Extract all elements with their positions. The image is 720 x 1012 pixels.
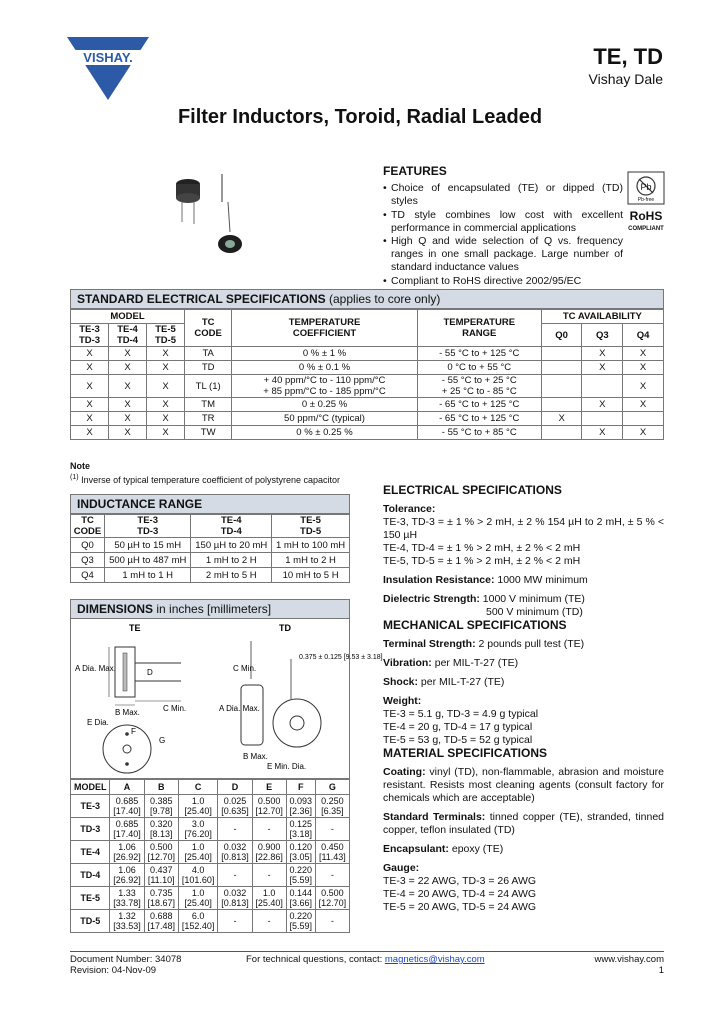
te-a-dia-label: A Dia. Max.: [75, 664, 116, 673]
tc-availability-cell: X: [541, 412, 582, 426]
dimension-cell: -: [218, 818, 252, 841]
dimensions-title: DIMENSIONS: [77, 602, 154, 616]
dimension-cell: 0.500 [12.70]: [315, 887, 349, 910]
dimension-cell: 1.06 [26.92]: [110, 864, 144, 887]
table-row: [71, 347, 664, 361]
dimension-cell: 0.032 [0.813]: [218, 887, 252, 910]
temp-coefficient-cell: 0 % ± 1 %: [232, 347, 417, 361]
footer-right: [594, 954, 664, 976]
tc-availability-cell: [541, 375, 582, 398]
page-number: 1: [658, 965, 664, 976]
table-row: [71, 568, 350, 583]
tc-code-cell: TW: [185, 426, 232, 440]
col-header-tc-availability: TC AVAILABILITY: [541, 310, 663, 324]
table-row: [71, 795, 350, 818]
model-cell: X: [147, 361, 185, 375]
vibration: Vibration: per MIL-T-27 (TE): [383, 657, 519, 669]
tc-availability-cell: X: [623, 398, 664, 412]
table-row: [71, 538, 350, 553]
tc-availability-cell: [623, 412, 664, 426]
tc-availability-cell: [582, 375, 623, 398]
inductance-col-header: TE-3 TD-3: [105, 515, 191, 538]
shock: Shock: per MIL-T-27 (TE): [383, 676, 505, 688]
tolerance-line-2: TE-4, TD-4 = ± 1 % > 2 mH, ± 2 % < 2 mH: [383, 542, 581, 554]
dimension-model-cell: TE-3: [71, 795, 110, 818]
dimension-cell: 0.144 [3.66]: [286, 887, 315, 910]
te-c-min-label: C Min.: [163, 704, 187, 713]
coating: Coating: vinyl (TD), non-flammable, abrasion and moisture resistant. Resists most cleaning agents (consult factory for chemicals which are acceptable): [383, 766, 664, 804]
dimension-cell: 0.500 [12.70]: [252, 795, 286, 818]
inductance-cell: 1 mH to 2 H: [191, 553, 272, 568]
dimension-cell: 0.320 [8.13]: [144, 818, 178, 841]
dimension-col-header: D: [218, 780, 252, 795]
model-cell: X: [109, 398, 147, 412]
dimension-model-cell: TD-5: [71, 910, 110, 933]
dimension-cell: 0.220 [5.59]: [286, 864, 315, 887]
feature-item: • Compliant to RoHS directive 2002/95/EC: [383, 275, 623, 288]
page-title: Filter Inductors, Toroid, Radial Leaded: [177, 106, 543, 128]
temp-range-cell: 0 °C to + 55 °C: [417, 361, 541, 375]
electrical-heading: ELECTRICAL SPECIFICATIONS: [383, 483, 562, 497]
feature-item: • Choice of encapsulated (TE) or dipped (TD) styles: [383, 182, 623, 208]
document-number: Document Number: 34078: [70, 954, 182, 965]
gauge-line-1: TE-3 = 22 AWG, TD-3 = 26 AWG: [383, 875, 537, 887]
rohs-label: RoHS: [629, 209, 663, 223]
table-row: [71, 910, 350, 933]
weight-line-1: TE-3 = 5.1 g, TD-3 = 4.9 g typical: [383, 708, 539, 720]
tc-availability-cell: X: [582, 347, 623, 361]
dimension-cell: 0.250 [6.35]: [315, 795, 349, 818]
dimensions-title-suffix: in inches [millimeters]: [153, 602, 272, 616]
material-heading: MATERIAL SPECIFICATIONS: [383, 746, 548, 760]
inductance-cell: Q3: [71, 553, 105, 568]
table-row: [71, 375, 664, 398]
model-cell: X: [71, 398, 109, 412]
rohs-compliant-label: COMPLIANT: [628, 226, 664, 232]
dimension-cell: 0.385 [9.78]: [144, 795, 178, 818]
standard-terminals: Standard Terminals: tinned copper (TE), stranded, tinned copper, teflon insulated (TD): [383, 811, 665, 836]
table-row: [71, 864, 350, 887]
inductance-cell: 50 µH to 15 mH: [105, 538, 191, 553]
dimension-cell: -: [252, 818, 286, 841]
inductance-title: INDUCTANCE RANGE: [77, 497, 203, 511]
mechanical-heading: MECHANICAL SPECIFICATIONS: [383, 618, 567, 632]
temp-coefficient-cell: 0 % ± 0.1 %: [232, 361, 417, 375]
dimension-model-cell: TE-5: [71, 887, 110, 910]
contact-email-link[interactable]: magnetics@vishay.com: [384, 954, 485, 965]
dimension-cell: 0.735 [18.67]: [144, 887, 178, 910]
weight-line-2: TE-4 = 20 g, TD-4 = 17 g typical: [383, 721, 533, 733]
tc-availability-cell: [582, 412, 623, 426]
inductance-cell: 1 mH to 2 H: [272, 553, 350, 568]
model-cell: X: [71, 347, 109, 361]
dimension-cell: 0.437 [11.10]: [144, 864, 178, 887]
note-label: Note: [70, 461, 90, 471]
standard-electrical-specifications: [70, 289, 664, 440]
td-drawing-label: TD: [279, 623, 291, 633]
temp-range-cell: - 55 °C to + 85 °C: [417, 426, 541, 440]
tc-availability-cell: [541, 426, 582, 440]
temp-range-cell: - 65 °C to + 125 °C: [417, 398, 541, 412]
col-header-model-code: TE-4 TD-4: [109, 324, 147, 347]
note-text-line: [70, 472, 340, 486]
te-b-max-label: B Max.: [115, 708, 140, 717]
temp-range-cell: - 55 °C to + 25 °C + 25 °C to - 85 °C: [417, 375, 541, 398]
product-photo: [170, 172, 270, 262]
dimension-cell: 1.0 [25.40]: [178, 841, 217, 864]
col-header-tc-code: TC CODE: [185, 310, 232, 347]
dimension-cell: 0.450 [11.43]: [315, 841, 349, 864]
inductance-cell: Q0: [71, 538, 105, 553]
pb-free-label: Pb-free: [637, 197, 655, 203]
dimension-col-header: E: [252, 780, 286, 795]
feature-item: • TD style combines low cost with excellent performance in commercial applications: [383, 209, 623, 235]
brand-text: VISHAY.: [83, 50, 133, 65]
vishay-logo: [67, 34, 149, 100]
tc-availability-cell: X: [623, 426, 664, 440]
website-link[interactable]: www.vishay.com: [594, 954, 664, 965]
inductance-col-header: TC CODE: [71, 515, 105, 538]
table-row: [71, 818, 350, 841]
dimension-cell: 1.0 [25.40]: [178, 795, 217, 818]
dimension-col-header: B: [144, 780, 178, 795]
dimension-cell: 0.125 [3.18]: [286, 818, 315, 841]
model-cell: X: [147, 347, 185, 361]
tc-code-cell: TD: [185, 361, 232, 375]
tc-availability-cell: X: [623, 375, 664, 398]
tc-availability-cell: X: [623, 361, 664, 375]
dimension-cell: 1.0 [25.40]: [252, 887, 286, 910]
tc-availability-cell: [541, 347, 582, 361]
dimension-cell: 3.0 [76.20]: [178, 818, 217, 841]
model-cell: X: [109, 375, 147, 398]
col-header-temp-coefficient: TEMPERATURE COEFFICIENT: [232, 310, 417, 347]
dimension-cell: 0.900 [22.86]: [252, 841, 286, 864]
te-g-label: G: [159, 736, 166, 745]
col-header-model-code: TE-3 TD-3: [71, 324, 109, 347]
table-row: [71, 841, 350, 864]
dimension-cell: -: [315, 864, 349, 887]
model-cell: X: [147, 412, 185, 426]
dimension-col-header: G: [315, 780, 349, 795]
model-cell: X: [71, 426, 109, 440]
model-cell: X: [71, 361, 109, 375]
inductance-table: [70, 514, 350, 583]
model-cell: X: [71, 412, 109, 426]
model-cell: X: [109, 412, 147, 426]
dimension-cell: -: [252, 864, 286, 887]
dielectric-strength: Dielectric Strength: 1000 V minimum (TE): [383, 593, 585, 605]
table-row: [71, 361, 664, 375]
dimension-cell: 0.120 [3.05]: [286, 841, 315, 864]
product-title: TE, TD: [593, 44, 663, 69]
dimension-cell: 1.33 [33.78]: [110, 887, 144, 910]
col-header-model-code: TE-5 TD-5: [147, 324, 185, 347]
col-header-model: MODEL: [71, 310, 185, 324]
tolerance-label-line: [383, 503, 664, 516]
tc-availability-cell: [541, 361, 582, 375]
td-b-max-label: B Max.: [243, 752, 268, 761]
temp-coefficient-cell: 0 % ± 0.25 %: [232, 426, 417, 440]
dimension-col-header: F: [286, 780, 315, 795]
te-f-label: F: [131, 727, 136, 736]
tc-availability-cell: X: [582, 426, 623, 440]
td-c-min-label: C Min.: [233, 664, 257, 673]
std-spec-note: [70, 461, 340, 486]
dimension-cell: 6.0 [152.40]: [178, 910, 217, 933]
dimension-cell: 0.032 [0.813]: [218, 841, 252, 864]
td-e-min-label: E Min. Dia.: [267, 762, 307, 771]
inductance-cell: Q4: [71, 568, 105, 583]
model-cell: X: [71, 375, 109, 398]
inductance-cell: 1 mH to 1 H: [105, 568, 191, 583]
tolerance-line-3: TE-5, TD-5 = ± 1 % > 2 mH, ± 2 % < 2 mH: [383, 555, 581, 567]
table-row: [71, 398, 664, 412]
dimension-cell: -: [218, 864, 252, 887]
dimension-cell: -: [315, 910, 349, 933]
dimension-cell: 0.685 [17.40]: [110, 795, 144, 818]
inductance-cell: 2 mH to 5 H: [191, 568, 272, 583]
tolerance-line-1: TE-3, TD-3 = ± 1 % > 2 mH, ± 2 % 154 µH to 2 mH, ± 5 % < 150 µH: [383, 516, 664, 541]
pb-label: Pb: [640, 182, 652, 192]
inductance-cell: 1 mH to 100 mH: [272, 538, 350, 553]
dimension-cell: 4.0 [101.60]: [178, 864, 217, 887]
model-cell: X: [109, 426, 147, 440]
features-section: [383, 165, 623, 288]
dimension-cell: 0.093 [2.36]: [286, 795, 315, 818]
dimension-cell: 1.06 [26.92]: [110, 841, 144, 864]
dimension-cell: -: [315, 818, 349, 841]
col-header-q: Q0: [541, 324, 582, 347]
inductance-title-bar: [70, 494, 350, 514]
te-drawing-label: TE: [129, 623, 141, 633]
dimension-cell: 0.688 [17.48]: [144, 910, 178, 933]
revision: Revision: 04-Nov-09: [70, 965, 157, 976]
dimension-cell: 0.685 [17.40]: [110, 818, 144, 841]
dimension-col-header: MODEL: [71, 780, 110, 795]
inductance-cell: 10 mH to 5 H: [272, 568, 350, 583]
inductance-cell: 150 µH to 20 mH: [191, 538, 272, 553]
model-cell: X: [147, 426, 185, 440]
dimension-drawing: [70, 619, 383, 779]
temp-coefficient-cell: + 40 ppm/°C to - 110 ppm/°C + 85 ppm/°C to - 185 ppm/°C: [232, 375, 417, 398]
td-lead-dim-label: 0.375 ± 0.125 [9.53 ± 3.18]: [299, 654, 383, 661]
features-heading: FEATURES: [383, 164, 447, 178]
model-cell: X: [109, 361, 147, 375]
right-specs-column: [383, 484, 664, 914]
note-marker: (1): [70, 474, 79, 481]
dimension-cell: 1.32 [33.53]: [110, 910, 144, 933]
note-text: Inverse of typical temperature coefficient of polystyrene capacitor: [78, 475, 341, 485]
page-footer: [70, 951, 664, 976]
temp-range-cell: - 65 °C to + 125 °C: [417, 412, 541, 426]
std-spec-table: [70, 309, 664, 440]
gauge-label: Gauge:: [383, 862, 420, 874]
table-row: [71, 887, 350, 910]
dimensions-table: [70, 779, 350, 933]
tolerance-label: Tolerance:: [383, 503, 436, 515]
inductance-col-header: TE-4 TD-4: [191, 515, 272, 538]
dimension-cell: 1.0 [25.40]: [178, 887, 217, 910]
std-spec-title: STANDARD ELECTRICAL SPECIFICATIONS: [77, 292, 326, 306]
tc-code-cell: TL (1): [185, 375, 232, 398]
dimension-cell: 0.500 [12.70]: [144, 841, 178, 864]
te-d-label: D: [147, 668, 153, 677]
table-row: [71, 553, 350, 568]
dimension-cell: 0.220 [5.59]: [286, 910, 315, 933]
tc-availability-cell: X: [582, 398, 623, 412]
std-spec-title-bar: [70, 289, 664, 309]
footer-left: [70, 954, 181, 976]
temp-coefficient-cell: 0 ± 0.25 %: [232, 398, 417, 412]
gauge-line-3: TE-5 = 20 AWG, TD-5 = 24 AWG: [383, 901, 537, 913]
dimensions-title-bar: [70, 599, 350, 619]
tc-availability-cell: X: [623, 347, 664, 361]
tc-code-cell: TM: [185, 398, 232, 412]
features-list: [383, 182, 623, 288]
tc-availability-cell: X: [582, 361, 623, 375]
inductance-cell: 500 µH to 487 mH: [105, 553, 191, 568]
insulation-resistance: Insulation Resistance: 1000 MW minimum: [383, 574, 588, 586]
td-a-dia-label: A Dia. Max.: [219, 704, 260, 713]
temp-range-cell: - 55 °C to + 125 °C: [417, 347, 541, 361]
terminal-strength: Terminal Strength: 2 pounds pull test (TE): [383, 638, 585, 650]
te-e-dia-label: E Dia.: [87, 718, 109, 727]
dimension-model-cell: TD-4: [71, 864, 110, 887]
inductance-col-header: TE-5 TD-5: [272, 515, 350, 538]
weight-label: Weight:: [383, 695, 422, 707]
col-header-temp-range: TEMPERATURE RANGE: [417, 310, 541, 347]
tc-availability-cell: [541, 398, 582, 412]
std-spec-title-suffix: (applies to core only): [325, 292, 441, 306]
col-header-q: Q4: [623, 324, 664, 347]
dimension-model-cell: TE-4: [71, 841, 110, 864]
col-header-q: Q3: [582, 324, 623, 347]
dimension-cell: -: [252, 910, 286, 933]
dimensions-section: [70, 599, 383, 933]
tc-code-cell: TA: [185, 347, 232, 361]
dimension-model-cell: TD-3: [71, 818, 110, 841]
company-name: Vishay Dale: [588, 71, 663, 87]
table-row: [71, 426, 664, 440]
inductance-range: [70, 494, 350, 583]
table-row: [71, 412, 664, 426]
encapsulant: Encapsulant: epoxy (TE): [383, 843, 504, 855]
gauge-line-2: TE-4 = 20 AWG, TD-4 = 24 AWG: [383, 888, 537, 900]
footer-contact: For technical questions, contact: magnetics@vishay.com: [246, 954, 485, 965]
dimension-drawing-svg: [71, 619, 383, 779]
feature-item: • High Q and wide selection of Q vs. frequency ranges in one small package. Large number of standard inductance values: [383, 235, 623, 275]
tc-code-cell: TR: [185, 412, 232, 426]
dimension-cell: 0.025 [0.635]: [218, 795, 252, 818]
dimension-cell: -: [218, 910, 252, 933]
dielectric-strength-2: 500 V minimum (TD): [486, 606, 583, 618]
model-cell: X: [109, 347, 147, 361]
model-cell: X: [147, 398, 185, 412]
dimension-col-header: C: [178, 780, 217, 795]
model-cell: X: [147, 375, 185, 398]
weight-line-3: TE-5 = 53 g, TD-5 = 52 g typical: [383, 734, 533, 746]
dimension-col-header: A: [110, 780, 144, 795]
rohs-badge: [624, 170, 668, 240]
temp-coefficient-cell: 50 ppm/°C (typical): [232, 412, 417, 426]
